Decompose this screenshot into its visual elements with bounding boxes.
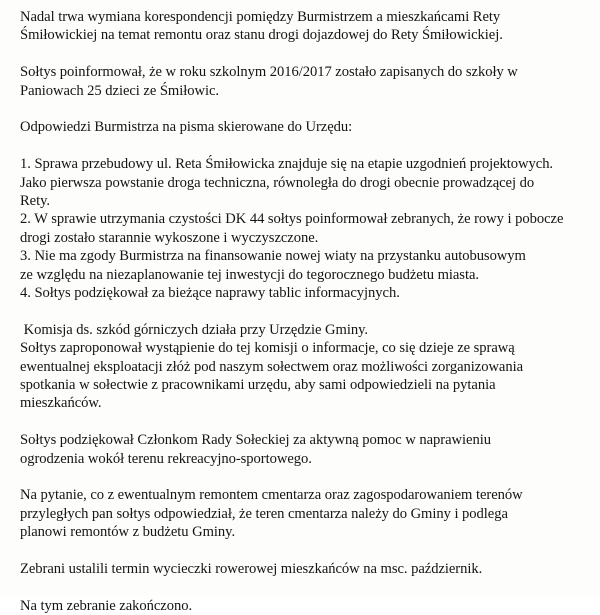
list-item-line: 1. Sprawa przebudowy ul. Reta Śmiłowicka znajduje się na etapie uzgodnień projektowych.	[20, 156, 554, 173]
paragraph-mayor-responses-heading	[20, 118, 592, 136]
text-line: Odpowiedzi Burmistrza na pisma skierowane do Urzędu:	[20, 119, 353, 136]
text-line: Paniowach 25 dzieci ze Śmiłowic.	[20, 82, 220, 99]
paragraph-school-enrollment	[20, 63, 592, 100]
list-item-line: 4. Sołtys podziękował za bieżące naprawy tablic informacyjnych.	[20, 285, 400, 302]
list-item-line: drogi zostało starannie wykoszone i wyczyszczone.	[20, 229, 319, 246]
text-line: Na tym zebranie zakończono.	[20, 597, 193, 614]
paragraph-numbered-list	[20, 155, 592, 302]
text-line: Sołtys podziękował Członkom Rady Sołeckiej za aktywną pomoc w naprawieniu	[20, 432, 491, 449]
text-line: Komisja ds. szkód górniczych działa przy Urzędzie Gminy.	[20, 321, 368, 338]
text-line: planowi remontów z budżetu Gminy.	[20, 524, 236, 541]
document-body	[20, 8, 592, 615]
list-item-line: Jako pierwsza powstanie droga techniczna, równoległa do drogi obecnie prowadzącej do	[20, 174, 535, 191]
paragraph-gap	[20, 45, 592, 63]
text-line: spotkania w sołectwie z pracownikami urzędu, aby sami odpowiedzieli na pytania	[20, 377, 496, 394]
paragraph-gap	[20, 542, 592, 560]
paragraph-bike-trip	[20, 560, 592, 578]
text-line: ogrodzenia wokół terenu rekreacyjno-sportowego.	[20, 450, 312, 467]
paragraph-mining-commission	[20, 321, 592, 413]
paragraph-cemetery	[20, 486, 592, 541]
paragraph-gap	[20, 578, 592, 596]
text-line: ewentualnej eksploatacji złóż pod naszym sołectwem oraz możliwości zorganizowania	[20, 358, 524, 375]
list-item-line: Rety.	[20, 193, 51, 210]
text-line: Zebrani ustalili termin wycieczki rowerowej mieszkańców na msc. październik.	[20, 561, 483, 578]
paragraph-correspondence	[20, 8, 592, 45]
text-line: Sołtys zaproponował wystąpienie do tej komisji o informacje, co się dzieje ze sprawą	[20, 340, 515, 357]
text-line: Nadal trwa wymiana korespondencji pomiędzy Burmistrzem a mieszkańcami Rety	[20, 9, 501, 25]
paragraph-gap	[20, 302, 592, 320]
text-line: Sołtys poinformował, że w roku szkolnym 2016/2017 zostało zapisanych do szkoły w	[20, 64, 518, 81]
list-item-line: ze względu na niezaplanowanie tej inwestycji do tegorocznego budżetu miasta.	[20, 266, 479, 283]
list-item-line: 2. W sprawie utrzymania czystości DK 44 sołtys poinformował zebranych, że rowy i pobocze	[20, 211, 564, 228]
paragraph-council-thanks	[20, 431, 592, 468]
paragraph-gap	[20, 468, 592, 486]
text-line: przyległych pan sołtys odpowiedział, że teren cmentarza należy do Gminy i podlega	[20, 505, 508, 522]
paragraph-closing	[20, 597, 592, 615]
paragraph-gap	[20, 413, 592, 431]
list-item-line: 3. Nie ma zgody Burmistrza na finansowanie nowej wiaty na przystanku autobusowym	[20, 248, 526, 265]
paragraph-gap	[20, 100, 592, 118]
text-line: Na pytanie, co z ewentualnym remontem cmentarza oraz zagospodarowaniem terenów	[20, 487, 523, 504]
paragraph-gap	[20, 137, 592, 155]
text-line: mieszkańców.	[20, 395, 102, 412]
text-line: Śmiłowickiej na temat remontu oraz stanu drogi dojazdowej do Rety Śmiłowickiej.	[20, 27, 503, 44]
